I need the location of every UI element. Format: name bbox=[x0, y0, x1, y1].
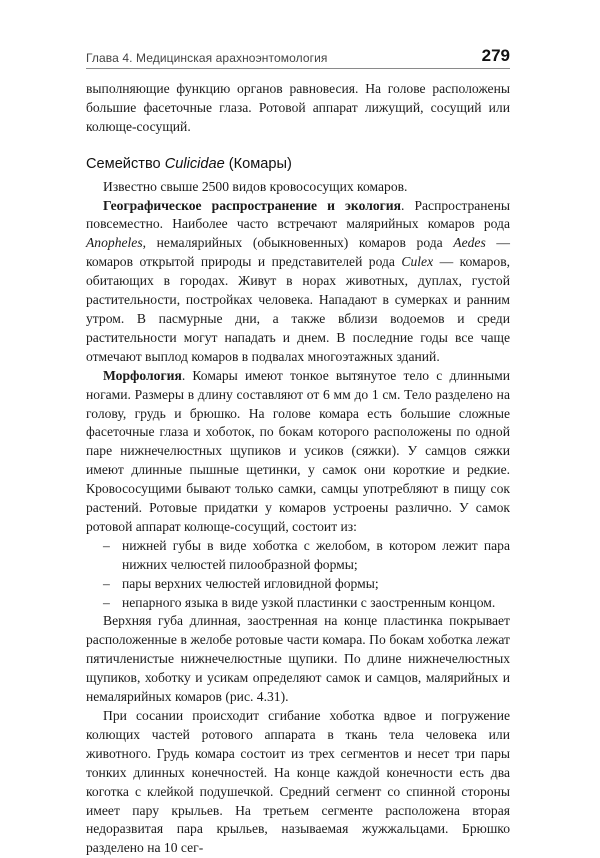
running-head bbox=[86, 42, 510, 69]
species-count-paragraph: Известно свыше 2500 видов кровососущих комаров. bbox=[103, 178, 408, 194]
ecology-text-b: , немалярийных (обыкновенных) комаров рода bbox=[142, 235, 454, 251]
page-number: 279 bbox=[481, 46, 510, 65]
ecology-text-a: . Распространены повсеместно. Наиболее часто встречают малярийных комаров рода bbox=[86, 197, 510, 232]
heading-latin-name: Culicidae bbox=[164, 155, 225, 172]
chapter-title: Глава 4. Медицинская арахноэнтомология bbox=[86, 51, 328, 65]
list-item: – непарного языка в виде узкой пластинки с заостренным концом. bbox=[86, 594, 510, 613]
genus-culex: Culex bbox=[401, 254, 434, 270]
intro-paragraph: выполняющие функцию органов равновесия. На голове расположены большие фасеточные глаза. Ротовой аппарат лижущий, сосущий или колюще-сосущий. bbox=[86, 81, 510, 134]
page-body bbox=[86, 80, 510, 858]
ecology-text-c: — комаров открытой природы и представителей рода bbox=[86, 235, 510, 270]
genus-aedes: Aedes bbox=[453, 235, 486, 251]
ecology-text-d: — комаров, обитающих в городах. Живут в норах животных, дуплах, густой растительности, постройках человека. Нападают в сумерках и ранним утром. В пасмурные дни, а также вблизи водоемов и среди растительности могут нападать и днем. В последние годы все чаще отмечают выплод комаров в подвалах многоэтажных зданий. bbox=[86, 254, 511, 364]
heading-suffix: (Комары) bbox=[224, 155, 292, 172]
section-heading bbox=[86, 155, 510, 174]
morphology-text: . Комары имеют тонкое вытянутое тело с длинными ногами. Размеры в длину составляют от 6 мм до 1 см. Тело разделено на голову, грудь и брюшко. На голове комара есть большие сложные фасеточные глаза и хоботок, по бокам которого расположены по одной паре нижнечелюстных щупиков и усиков (сяжки). У самцов сяжки имеют длинные пышные щетинки, у самок они короткие и редкие. Кровососущими бывают только самки, самцы употребляют в пищу сок растений. Ротовые придатки у комаров устроены различно. У самок ротовой аппарат колюще-сосущий, состоит из: bbox=[86, 367, 510, 534]
list-item: – нижней губы в виде хоботка с желобом, в котором лежит пара нижних челюстей пилообразной формы; bbox=[86, 537, 510, 575]
sucking-paragraph: При сосании происходит сгибание хоботка вдвое и погружение колющих частей ротового аппарата в ткань тела человека или животного. Грудь комара состоит из трех сегментов и несет три пары тонких длинных конечностей. На конце каждой конечности есть два коготка с клейкой подушечкой. Средний сегмент со спинной стороны имеет пару крыльев. На третьем сегменте расположена вторая недоразвитая пара крыльев, называемая жужжальцами. Брюшко разделено на 10 сег- bbox=[86, 708, 510, 856]
mouthparts-list bbox=[86, 537, 510, 613]
heading-prefix: Семейство bbox=[86, 155, 165, 172]
upper-lip-paragraph: Верхняя губа длинная, заостренная на конце пластинка покрывает расположенные в желобе ротовые части комара. По бокам хоботка лежат пятичленистые нижнечелюстные щупики. По длине нижнечелюстных щупиков, хоботку и усикам определяют самок и самцов, малярийных и немалярийных комаров (рис. 4.31). bbox=[86, 613, 510, 705]
genus-anopheles: Anopheles bbox=[86, 235, 143, 251]
ecology-paragraph bbox=[86, 197, 510, 367]
list-item: – пары верхних челюстей игловидной формы; bbox=[86, 575, 510, 594]
morphology-label: Морфология bbox=[103, 367, 182, 383]
morphology-paragraph bbox=[86, 367, 510, 537]
ecology-label: Географическое распространение и экология bbox=[103, 197, 401, 213]
